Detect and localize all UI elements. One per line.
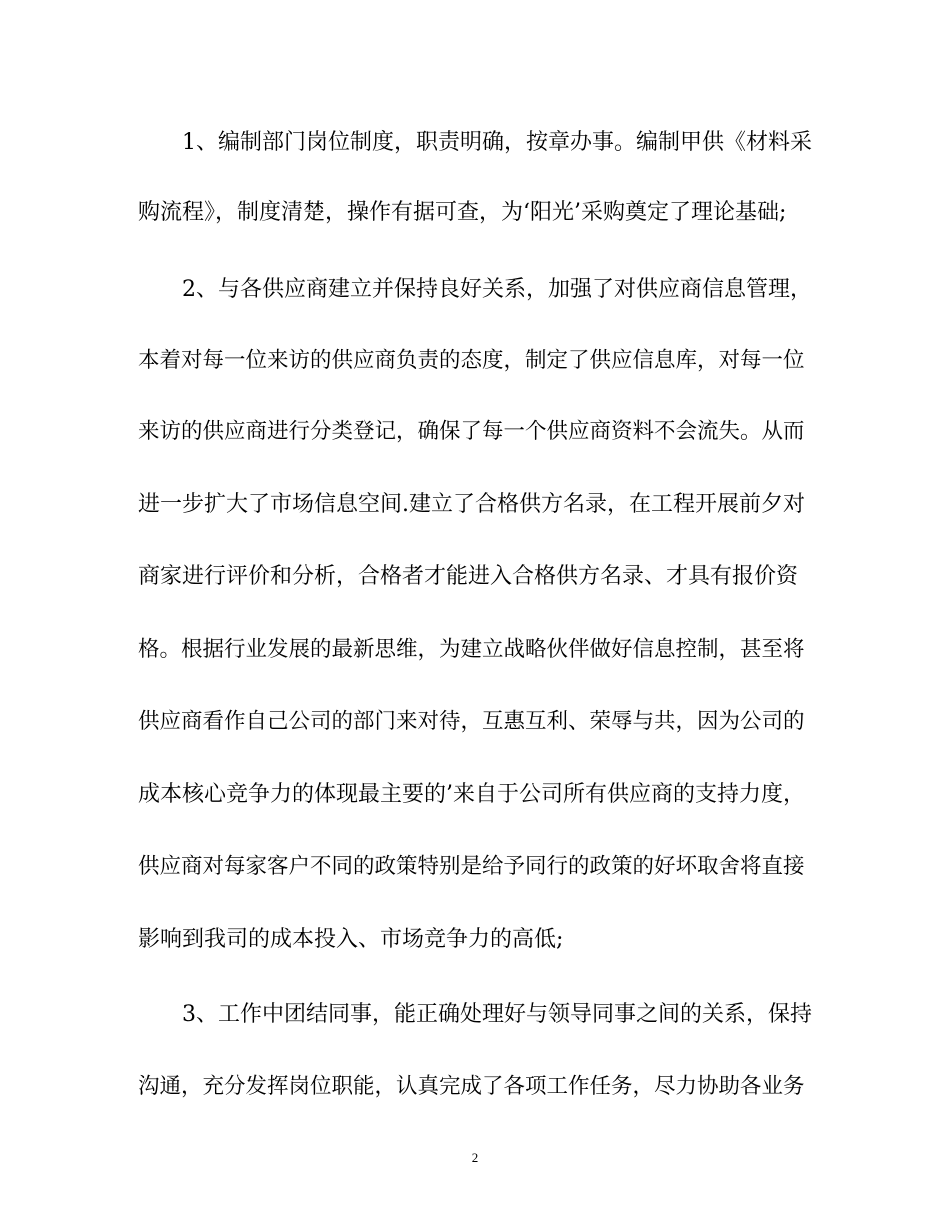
paragraph-2-line-9: 供应商对每家客户不同的政策特别是给予同行的政策的好坏取舍将直接 (138, 854, 805, 879)
paragraph-3-line-2: 沟通，充分发挥岗位职能，认真完成了各项工作任务，尽力协助各业务 (138, 1074, 805, 1099)
paragraph-2-line-6: 格。根据行业发展的最新思维，为建立战略伙伴做好信息控制，甚至将 (138, 637, 805, 662)
paragraph-2-line-2: 本着对每一位来访的供应商负责的态度，制定了供应信息库，对每一位 (138, 348, 805, 373)
paragraph-2-line-10: 影响到我司的成本投入、市场竞争力的高低; (138, 927, 564, 952)
paragraph-2-line-3: 来访的供应商进行分类登记，确保了每一个供应商资料不会流失。从而 (138, 419, 805, 444)
paragraph-2-line-4: 进一步扩大了市场信息空间.建立了合格供方名录，在工程开展前夕对 (138, 492, 805, 517)
paragraph-2-line-1: 2、与各供应商建立并保持良好关系，加强了对供应商信息管理， (182, 277, 812, 302)
paragraph-1-line-1: 1、编制部门岗位制度，职责明确，按章办事。编制甲供《材料采 (182, 130, 812, 155)
paragraph-2-line-7: 供应商看作自己公司的部门来对待，互惠互利、荣辱与共，因为公司的 (138, 709, 805, 734)
paragraph-3-line-1: 3、工作中团结同事，能正确处理好与领导同事之间的关系，保持 (182, 1002, 812, 1027)
page-number: 2 (471, 1150, 479, 1165)
paragraph-1-line-2: 购流程》，制度清楚，操作有据可查，为‘阳光’采购奠定了理论基础; (138, 200, 787, 225)
paragraph-2-line-5: 商家进行评价和分析，合格者才能进入合格供方名录、才具有报价资 (138, 564, 799, 589)
paragraph-2-line-8: 成本核心竞争力的体现最主要的’来自于公司所有供应商的支持力度， (138, 782, 805, 807)
